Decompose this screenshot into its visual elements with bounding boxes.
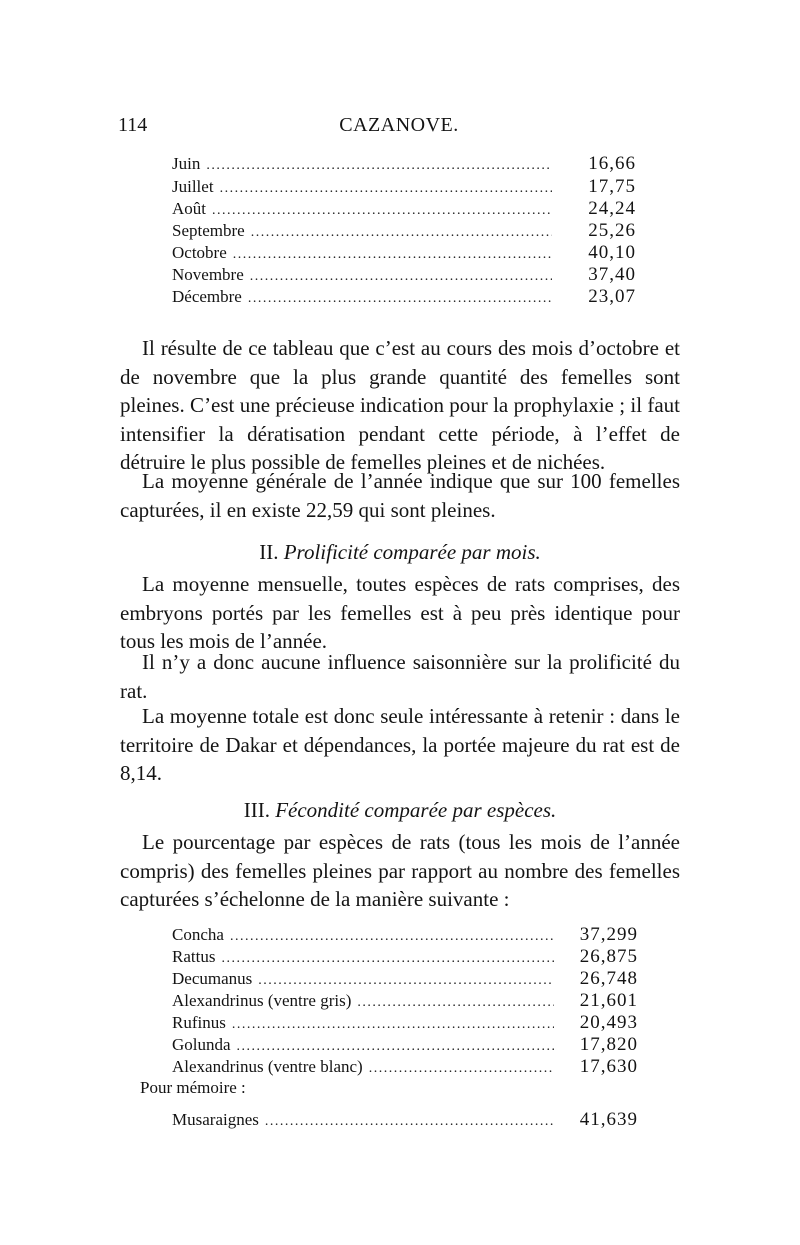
paragraph-monthly: La moyenne mensuelle, toutes espèces de rats comprises, des embryons portés par les femelles est à peu près identique pour tous les mois de l’année. <box>120 572 680 653</box>
table-row <box>172 990 638 1012</box>
table-row <box>172 1034 638 1056</box>
species-value: 26,748 <box>579 968 638 989</box>
dot-leader <box>237 1039 554 1055</box>
month-label: Juillet <box>172 177 214 196</box>
dot-leader <box>251 225 552 241</box>
table-row <box>172 264 636 286</box>
table-row <box>172 198 636 220</box>
table-row <box>172 286 636 308</box>
species-value: 17,630 <box>579 1056 638 1077</box>
table-row <box>172 924 638 946</box>
species-label: Concha <box>172 925 224 944</box>
species-value: 21,601 <box>579 990 638 1011</box>
section-title: Fécondité comparée par espèces. <box>275 798 557 822</box>
page-number: 114 <box>118 114 148 136</box>
table-row <box>172 968 638 990</box>
species-value: 20,493 <box>579 1012 638 1033</box>
month-value: 23,07 <box>588 286 636 307</box>
species-value: 17,820 <box>579 1034 638 1055</box>
month-value: 40,10 <box>588 242 636 263</box>
month-value: 37,40 <box>588 264 636 285</box>
month-label: Septembre <box>172 221 245 240</box>
dot-leader <box>248 291 552 307</box>
paragraph-seasonal: Il n’y a donc aucune influence saisonnière sur la prolificité du rat. <box>120 650 680 703</box>
paragraph-average: La moyenne générale de l’année indique que sur 100 femelles capturées, il en existe 22,59 qui sont pleines. <box>120 469 680 522</box>
table-row <box>172 1012 638 1034</box>
page-header <box>118 114 680 142</box>
section-numeral: III. <box>243 798 270 822</box>
table-row <box>172 242 636 264</box>
dot-leader <box>221 951 554 967</box>
paragraph-conclusion: Il résulte de ce tableau que c’est au cours des mois d’octobre et de novembre que la plus grande quantité des femelles sont pleines. C’est une précieuse indication pour la prophylaxie ; il faut intensifier la dératisation pendant cette période, à l’effet de détruire le plus possible de femelles pleines et de nichées. <box>120 336 680 474</box>
dot-leader <box>265 1114 554 1130</box>
species-label: Musaraignes <box>172 1110 259 1129</box>
dot-leader <box>206 158 552 174</box>
dot-leader <box>230 929 554 945</box>
dot-leader <box>258 973 554 989</box>
section-title: Prolificité comparée par mois. <box>283 540 541 564</box>
month-value: 24,24 <box>588 198 636 219</box>
running-title: CAZANOVE. <box>339 114 459 136</box>
dot-leader <box>220 181 552 197</box>
species-label: Alexandrinus (ventre blanc) <box>172 1057 363 1076</box>
month-label: Juin <box>172 154 201 173</box>
species-label: Decumanus <box>172 969 253 988</box>
species-value: 41,639 <box>579 1109 638 1130</box>
species-label: Rattus <box>172 947 216 966</box>
species-label: Rufinus <box>172 1013 226 1032</box>
section-heading-2 <box>120 540 680 565</box>
species-value: 26,875 <box>579 946 638 967</box>
table-row <box>172 946 638 968</box>
species-label: Alexandrinus (ventre gris) <box>172 991 352 1010</box>
memo-label: Pour mémoire : <box>140 1078 246 1097</box>
paragraph-species: Le pourcentage par espèces de rats (tous les mois de l’année compris) des femelles pleines par rapport au nombre des femelles capturées s’échelonne de la manière suivante : <box>120 830 680 911</box>
table-row <box>172 176 636 198</box>
species-label: Golunda <box>172 1035 231 1054</box>
month-label: Novembre <box>172 265 244 284</box>
dot-leader <box>233 247 552 263</box>
species-value: 37,299 <box>579 924 638 945</box>
dot-leader <box>232 1017 554 1033</box>
table-row <box>172 1056 638 1078</box>
month-label: Août <box>172 199 206 218</box>
month-value: 16,66 <box>588 153 636 174</box>
month-value: 17,75 <box>588 176 636 197</box>
month-label: Octobre <box>172 243 227 262</box>
section-heading-3 <box>120 798 680 823</box>
month-value: 25,26 <box>588 220 636 241</box>
paragraph-total: La moyenne totale est donc seule intéressante à retenir : dans le territoire de Dakar et dépendances, la portée majeure du rat est de 8,14. <box>120 704 680 785</box>
table-row <box>172 220 636 242</box>
section-numeral: II. <box>259 540 279 564</box>
dot-leader <box>250 269 552 285</box>
dot-leader <box>369 1061 554 1077</box>
dot-leader <box>357 995 554 1011</box>
table-row <box>172 1109 638 1131</box>
month-label: Décembre <box>172 287 242 306</box>
dot-leader <box>212 203 552 219</box>
table-row <box>172 153 636 175</box>
